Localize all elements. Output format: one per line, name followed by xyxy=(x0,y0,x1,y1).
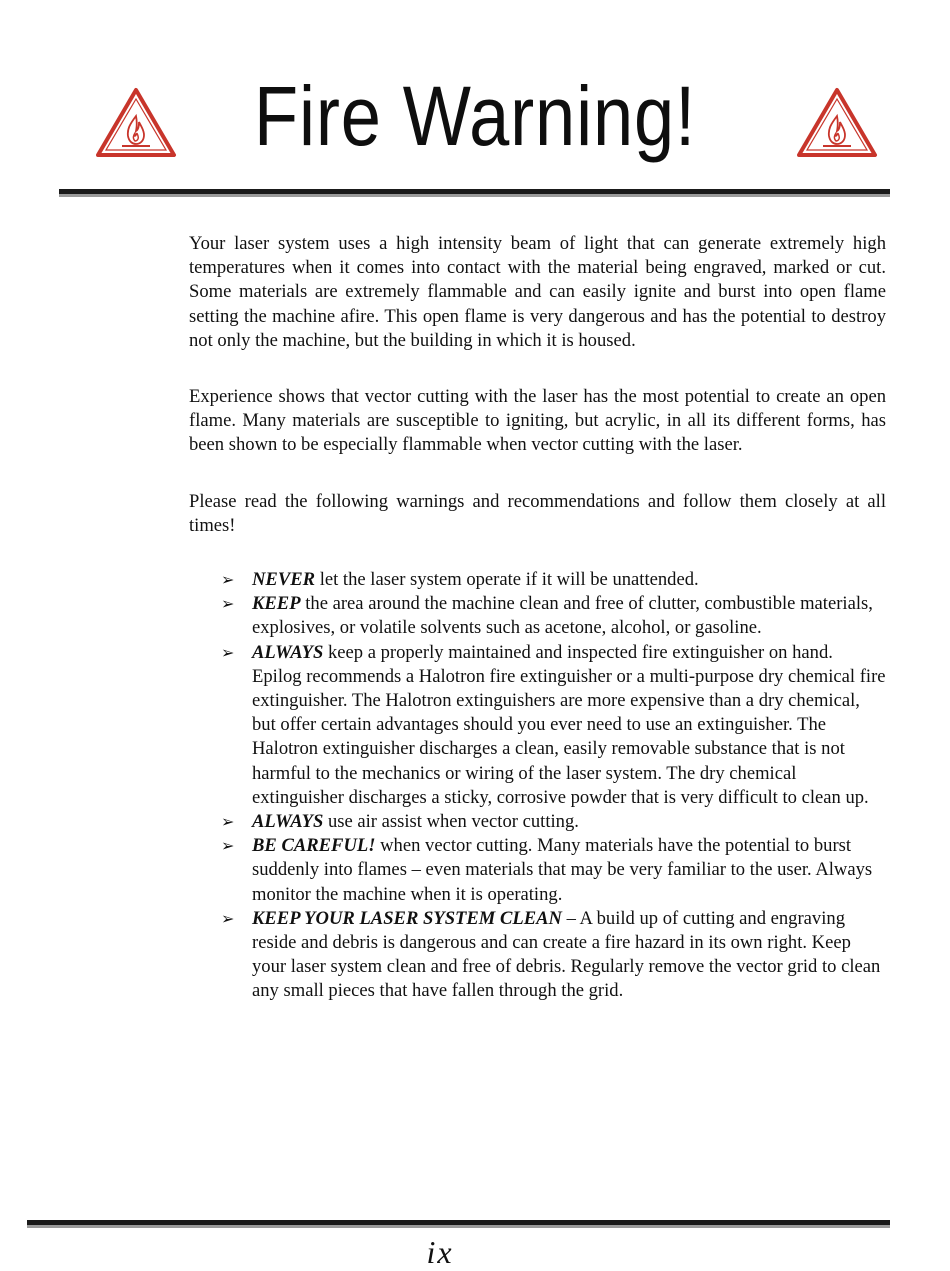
intro-paragraph: Your laser system uses a high intensity beam of light that can generate extremely high temperatures when it comes into contact with the material being engraved, marked or cut. Some materials are extremely flammable and can easily ignite and burst into open flame setting the machine afire. This open flame is very dangerous and has the potential to destroy not only the machine, but the building in which it is housed. xyxy=(189,233,886,351)
warning-keyword: KEEP xyxy=(252,593,301,615)
warning-keyword: NEVER xyxy=(252,569,316,591)
warning-keyword: BE CAREFUL! xyxy=(252,835,376,857)
arrow-bullet-icon: ➢ xyxy=(221,812,235,832)
warning-text: use air assist when vector cutting. xyxy=(323,811,579,833)
list-item xyxy=(189,810,886,834)
list-item xyxy=(189,834,886,907)
warning-text: let the laser system operate if it will be unattended. xyxy=(315,569,699,591)
warning-text: when vector cutting. Many materials have the potential to burst suddenly into flames – even materials that may be very familiar to the user. Always monitor the machine when it is operating. xyxy=(252,835,873,905)
arrow-bullet-icon: ➢ xyxy=(221,570,235,590)
warning-text: keep a properly maintained and inspected fire extinguisher on hand. Epilog recommends a Halotron fire extinguisher or a multi-purpose dry chemical fire extinguisher. The Halotron extinguishers are more expensive than a dry chemical, but offer certain advantages should you ever need to use an extinguisher. The Halotron extinguisher discharges a clean, easily removable substance that is not harmful to the mechanics or wiring of the laser system. The dry chemical extinguisher discharges a sticky, corrosive powder that is very difficult to clean up. xyxy=(252,641,886,808)
arrow-bullet-icon: ➢ xyxy=(221,908,235,928)
list-item xyxy=(189,907,886,1004)
warning-text: the area around the machine clean and free of clutter, combustible materials, explosives, or volatile solvents such as acetone, alcohol, or gasoline. xyxy=(252,593,873,639)
arrow-bullet-icon: ➢ xyxy=(221,594,235,614)
experience-paragraph: Experience shows that vector cutting with the laser has the most potential to create an open flame. Many materials are susceptible to igniting, but acrylic, in all its different forms, has been shown to be especially flammable when vector cutting with the laser. xyxy=(189,386,886,456)
page-number: ix xyxy=(426,1234,454,1270)
instruction-paragraph: Please read the following warnings and recommendations and follow them closely at all times! xyxy=(189,490,886,536)
body-content xyxy=(189,232,886,1004)
list-item xyxy=(189,641,886,810)
arrow-bullet-icon: ➢ xyxy=(221,642,235,662)
warning-keyword: ALWAYS xyxy=(252,641,324,663)
warning-keyword: ALWAYS xyxy=(252,811,324,833)
list-item xyxy=(189,568,886,592)
list-item xyxy=(189,592,886,640)
flammable-warning-icon xyxy=(795,86,879,160)
warning-keyword: KEEP YOUR LASER SYSTEM CLEAN xyxy=(252,907,562,929)
warning-list xyxy=(189,568,886,1004)
footer-divider xyxy=(27,1220,890,1228)
page-title: Fire Warning! xyxy=(253,69,697,163)
warning-text: – A build up of cutting and engraving reside and debris is dangerous and can create a fire hazard in its own right. Keep your laser system clean and free of debris. Regularly remove the vector grid to clean any small pieces that have fallen through the grid. xyxy=(252,907,881,1002)
header-divider xyxy=(59,189,890,197)
arrow-bullet-icon: ➢ xyxy=(221,836,235,856)
